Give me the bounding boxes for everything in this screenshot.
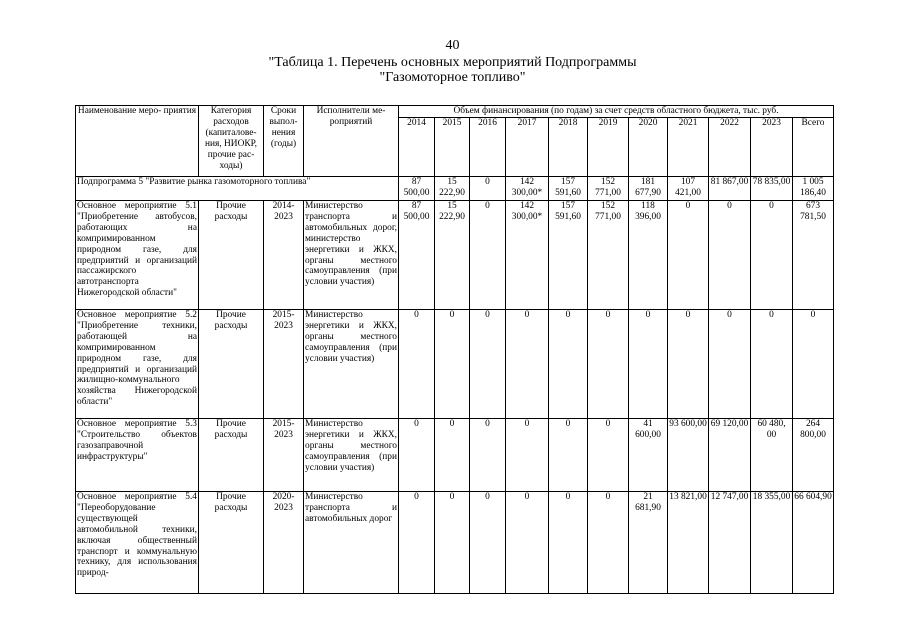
measure-value: 0: [470, 201, 506, 310]
measure-value: 0: [506, 419, 549, 492]
measure-value: 13 821,00: [668, 492, 709, 594]
summary-total: 1 005 186,40: [793, 177, 834, 201]
measure-executors: Министерство энергетики и ЖКХ, органы местного самоуправления (при условии участия): [304, 419, 399, 492]
measure-total: 0: [793, 310, 834, 419]
header-year: 2021: [668, 117, 709, 176]
measure-value: 12 747,00: [709, 492, 751, 594]
table-row: [76, 201, 834, 310]
header-executors: Исполнители ме- роприятий: [304, 106, 399, 177]
measure-value: 0: [668, 310, 709, 419]
measure-value: 0: [506, 310, 549, 419]
table-title-line-2: "Газомоторное топливо": [379, 70, 526, 85]
measure-value: 0: [506, 492, 549, 594]
measure-value: 0: [399, 492, 435, 594]
measure-category: Прочие расходы: [199, 310, 264, 419]
header-name: Наименование меро- приятия: [76, 106, 199, 177]
measure-value: 0: [435, 310, 470, 419]
measure-terms: 2015- 2023: [264, 310, 304, 419]
measure-name: Основное мероприятие 5.1 "Приобретение автобусов, работающих на компримированном природном газе, для предприятий и организаций пассажирского автотранспорта Нижегородской области": [76, 201, 199, 310]
measure-value: 118 396,00: [629, 201, 668, 310]
measure-value: 0: [549, 492, 588, 594]
measure-value: 0: [629, 310, 668, 419]
measure-value: 15 222,90: [435, 201, 470, 310]
header-funding: Объем финансирования (по годам) за счет средств областного бюджета, тыс. руб.: [399, 106, 834, 118]
measure-value: 87 500,00: [399, 201, 435, 310]
header-year: 2020: [629, 117, 668, 176]
header-year: 2023: [751, 117, 793, 176]
summary-value: 157 591,60: [549, 177, 588, 201]
header-year: 2018: [549, 117, 588, 176]
measure-value: 0: [549, 419, 588, 492]
measure-terms: 2020- 2023: [264, 492, 304, 594]
measure-value: 0: [470, 419, 506, 492]
measure-value: 142 300,00*: [506, 201, 549, 310]
measure-executors: Министерство транспорта и автомобильных дорог, министерство энергетики и ЖКХ, органы местного самоуправления (при условии участия): [304, 201, 399, 310]
measure-value: 60 480, 00: [751, 419, 793, 492]
measure-total: 673 781,50: [793, 201, 834, 310]
table-title-line-1: "Таблица 1. Перечень основных мероприятий Подпрограммы: [268, 55, 637, 70]
header-year: 2022: [709, 117, 751, 176]
measure-executors: Министерство транспорта и автомобильных дорог: [304, 492, 399, 594]
summary-value: 142 300,00*: [506, 177, 549, 201]
summary-value: 152 771,00: [588, 177, 629, 201]
measure-value: 69 120,00: [709, 419, 751, 492]
measure-value: 0: [399, 310, 435, 419]
measure-terms: 2015- 2023: [264, 419, 304, 492]
table-row: [76, 419, 834, 492]
summary-value: 181 677,90: [629, 177, 668, 201]
header-total: Всего: [793, 117, 834, 176]
measure-value: 0: [470, 492, 506, 594]
table-row: [76, 310, 834, 419]
measure-value: 93 600,00: [668, 419, 709, 492]
measure-value: 0: [668, 201, 709, 310]
measure-name: Основное мероприятие 5.4 "Переоборудование существующей автомобильной техники, включая общественный транспорт и коммунальную технику, для использования природ-: [76, 492, 199, 594]
summary-row: [76, 177, 834, 201]
summary-value: 0: [470, 177, 506, 201]
measure-value: 0: [549, 310, 588, 419]
measure-value: 0: [588, 492, 629, 594]
summary-value: 81 867,00: [709, 177, 751, 201]
measures-table: [75, 105, 834, 594]
measure-value: 0: [709, 310, 751, 419]
measure-value: 0: [588, 419, 629, 492]
header-category: Категория расходов (капиталове- ния, НИОКР, прочие рас- ходы): [199, 106, 264, 177]
measure-category: Прочие расходы: [199, 201, 264, 310]
measure-value: 0: [709, 201, 751, 310]
header-year: 2014: [399, 117, 435, 176]
measure-category: Прочие расходы: [199, 419, 264, 492]
measure-value: 0: [399, 419, 435, 492]
measure-name: Основное мероприятие 5.3 "Строительство объектов газозаправочной инфраструктуры": [76, 419, 199, 492]
measure-name: Основное мероприятие 5.2 "Приобретение техники, работающей на компримированном природном газе, для предприятий и организаций жилищно-коммунального хозяйства Нижегородской области": [76, 310, 199, 419]
summary-value: 78 835,00: [751, 177, 793, 201]
measure-value: 21 681,90: [629, 492, 668, 594]
measure-value: 0: [435, 419, 470, 492]
measure-value: 0: [435, 492, 470, 594]
measure-total: 264 800,00: [793, 419, 834, 492]
header-year: 2016: [470, 117, 506, 176]
table-title: [0, 55, 905, 85]
measure-executors: Министерство энергетики и ЖКХ, органы местного самоуправления (при условии участия): [304, 310, 399, 419]
measure-value: 0: [751, 201, 793, 310]
summary-value: 15 222,90: [435, 177, 470, 201]
measure-category: Прочие расходы: [199, 492, 264, 594]
header-row: [76, 106, 834, 118]
header-year: 2017: [506, 117, 549, 176]
measure-total: 66 604,90: [793, 492, 834, 594]
summary-value: 87 500,00: [399, 177, 435, 201]
summary-label: Подпрограмма 5 "Развитие рынка газомоторного топлива": [76, 177, 399, 201]
measure-value: 0: [470, 310, 506, 419]
page-number: 40: [445, 38, 460, 53]
header-terms: Сроки выпол- нения (годы): [264, 106, 304, 177]
measure-value: 0: [588, 310, 629, 419]
header-year: 2019: [588, 117, 629, 176]
header-year: 2015: [435, 117, 470, 176]
measure-value: 18 355,00: [751, 492, 793, 594]
measure-value: 157 591,60: [549, 201, 588, 310]
summary-value: 107 421,00: [668, 177, 709, 201]
measure-value: 152 771,00: [588, 201, 629, 310]
table-row: [76, 492, 834, 594]
measure-value: 41 600,00: [629, 419, 668, 492]
measure-value: 0: [751, 310, 793, 419]
measure-terms: 2014- 2023: [264, 201, 304, 310]
